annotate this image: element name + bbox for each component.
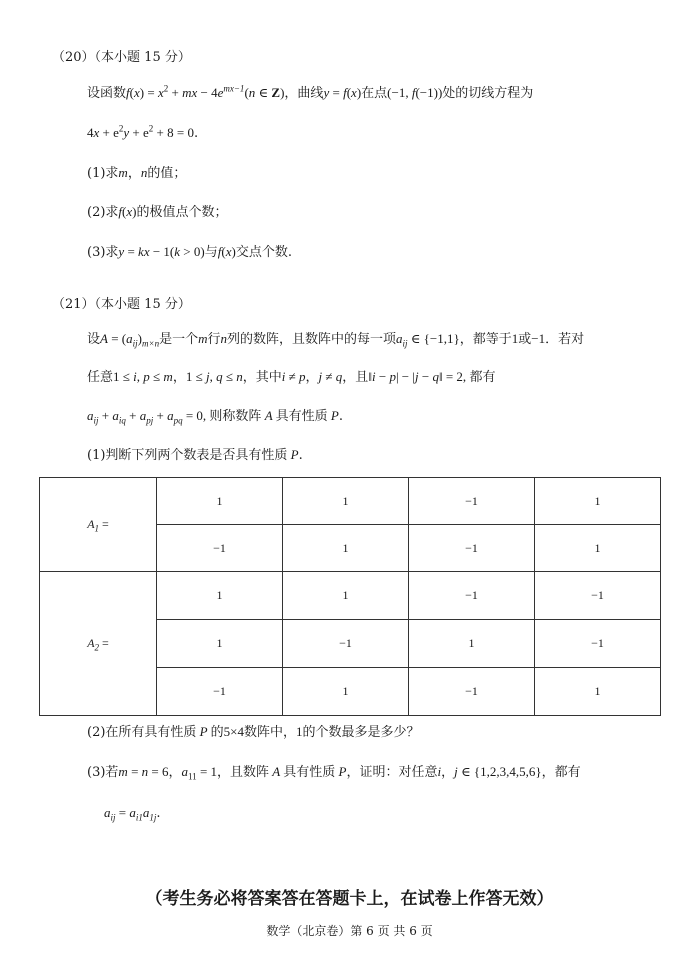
q20-part1: (1)求m，n的值； bbox=[87, 165, 187, 181]
q21-part3-formula: $a_{ij} = a_{i1}a_{1j}$. bbox=[104, 805, 161, 823]
matrix-table bbox=[39, 477, 661, 716]
q21-part2: (2)在所有具有性质 P 的5×4数阵中，1的个数最多是多少？ bbox=[87, 724, 420, 740]
matrix-cell: −1 bbox=[409, 572, 535, 620]
matrix-cell: 1 bbox=[157, 572, 283, 620]
matrix-cell: 1 bbox=[283, 572, 409, 620]
matrix-a1-label: $A_1$ = bbox=[40, 478, 157, 572]
matrix-cell: −1 bbox=[409, 478, 535, 525]
matrix-cell: 1 bbox=[157, 620, 283, 668]
matrix-cell: 1 bbox=[535, 478, 661, 525]
matrix-cell: 1 bbox=[157, 478, 283, 525]
matrix-a1-row bbox=[40, 478, 661, 525]
q21-heading: （21）（本小题 15 分） bbox=[52, 297, 191, 312]
matrix-cell: 1 bbox=[535, 525, 661, 572]
matrix-cell: −1 bbox=[535, 572, 661, 620]
q21-definition-line2: 任意1 ≤ i, p ≤ m，1 ≤ j, q ≤ n，其中i ≠ p，j ≠ q，且‖i − p| − |j − q‖ = 2, 都有 bbox=[87, 369, 496, 385]
matrix-cell: 1 bbox=[535, 668, 661, 716]
matrix-a2-label: $A_2$ = bbox=[40, 572, 157, 716]
matrix-cell: −1 bbox=[409, 668, 535, 716]
matrix-cell: 1 bbox=[283, 525, 409, 572]
matrix-cell: 1 bbox=[283, 668, 409, 716]
matrix-cell: −1 bbox=[535, 620, 661, 668]
q20-heading: （20）（本小题 15 分） bbox=[52, 50, 191, 65]
q20-intro: 设函数$f(x) = x^2$ + mx − $4e^{mx-1}(n$ ∈ Z)，曲线y = f(x)在点(−1, f(−1))处的切线方程为 bbox=[87, 83, 534, 101]
matrix-cell: 1 bbox=[409, 620, 535, 668]
q20-tangent-equation: $4x + e^2y + e^2 + 8 = 0$. bbox=[87, 123, 199, 141]
matrix-cell: −1 bbox=[283, 620, 409, 668]
q21-part1: (1)判断下列两个数表是否具有性质 P. bbox=[87, 447, 303, 463]
q20-part2: (2)求f(x)的极值点个数； bbox=[87, 204, 228, 220]
q21-definition-line3: $a_{ij} + a_{iq} + a_{pj} + a_{pq} = 0$, 则称数阵 A 具有性质 P. bbox=[87, 408, 344, 426]
matrix-cell: −1 bbox=[157, 525, 283, 572]
q21-part3: (3)若m = n = 6，$a_{11} = 1$，且数阵 A 具有性质 P，证明：对任意i，j ∈ {1,2,3,4,5,6}，都有 bbox=[87, 764, 581, 782]
matrix-cell: −1 bbox=[157, 668, 283, 716]
matrix-a2-row bbox=[40, 572, 661, 620]
page-footer: 数学（北京卷）第 6 页 共 6 页 bbox=[266, 924, 433, 938]
answer-notice: （考生务必将答案答在答题卡上，在试卷上作答无效） bbox=[145, 889, 554, 909]
q20-part3: (3)求y = kx − 1(k > 0)与f(x)交点个数. bbox=[87, 244, 292, 260]
matrix-cell: −1 bbox=[409, 525, 535, 572]
q21-definition-line1: 设$A = (a_{ij})_{m\times n}$是一个m行n列的数阵，且数阵中的每一项$a_{ij}$ ∈ {−1,1}，都等于1或−1．若对 bbox=[87, 331, 585, 349]
matrix-cell: 1 bbox=[283, 478, 409, 525]
